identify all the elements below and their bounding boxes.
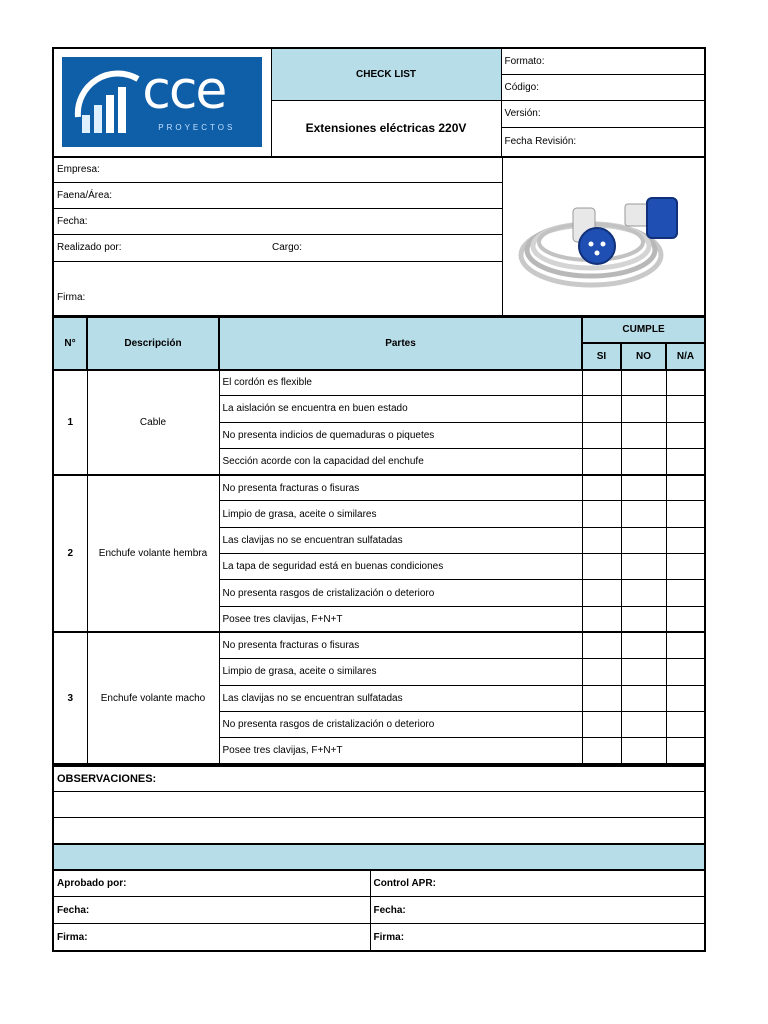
check-si-cell[interactable]	[582, 632, 621, 658]
part-label: No presenta rasgos de cristalización o deterioro	[219, 711, 582, 737]
check-no-cell[interactable]	[621, 396, 666, 422]
part-label: El cordón es flexible	[219, 370, 582, 396]
check-no-cell[interactable]	[621, 580, 666, 606]
part-label: Sección acorde con la capacidad del enchufe	[219, 448, 582, 474]
item-number: 2	[53, 475, 87, 633]
check-no-cell[interactable]	[621, 659, 666, 685]
check-no-cell[interactable]	[621, 422, 666, 448]
realizado-cargo-row	[53, 234, 502, 261]
footer-band	[53, 844, 705, 870]
item-number: 1	[53, 370, 87, 475]
check-na-cell[interactable]	[666, 685, 705, 711]
check-no-cell[interactable]	[621, 738, 666, 764]
meta-codigo: Código:	[501, 74, 705, 100]
subtitle-cell: Extensiones eléctricas 220V	[271, 100, 501, 156]
logo-subtext: PROYECTOS	[158, 123, 236, 133]
part-label: Las clavijas no se encuentran sulfatadas	[219, 685, 582, 711]
part-label: Las clavijas no se encuentran sulfatadas	[219, 527, 582, 553]
check-no-cell[interactable]	[621, 501, 666, 527]
check-si-cell[interactable]	[582, 448, 621, 474]
realizado-field[interactable]: Realizado por:	[57, 242, 122, 253]
check-no-cell[interactable]	[621, 475, 666, 501]
observaciones-line-2[interactable]	[53, 818, 705, 844]
check-na-cell[interactable]	[666, 632, 705, 658]
faena-field[interactable]: Faena/Área:	[53, 182, 502, 208]
check-si-cell[interactable]	[582, 606, 621, 632]
firma-spacer	[53, 261, 502, 281]
control-apr-field[interactable]: Control APR:	[370, 870, 705, 897]
check-si-cell[interactable]	[582, 422, 621, 448]
part-label: Posee tres clavijas, F+N+T	[219, 606, 582, 632]
header-partes: Partes	[219, 317, 582, 370]
header-num: N°	[53, 317, 87, 370]
part-label: No presenta fracturas o fisuras	[219, 632, 582, 658]
part-label: Limpio de grasa, aceite o similares	[219, 659, 582, 685]
aprobado-field[interactable]: Aprobado por:	[53, 870, 370, 897]
check-si-cell[interactable]	[582, 475, 621, 501]
observaciones-label: OBSERVACIONES:	[53, 766, 705, 792]
check-si-cell[interactable]	[582, 738, 621, 764]
part-label: La aislación se encuentra en buen estado	[219, 396, 582, 422]
cargo-field[interactable]: Cargo:	[272, 242, 303, 253]
company-logo	[62, 57, 262, 147]
table-row	[53, 370, 705, 396]
check-no-cell[interactable]	[621, 685, 666, 711]
checklist-sheet	[52, 47, 704, 952]
check-si-cell[interactable]	[582, 711, 621, 737]
meta-version: Versión:	[501, 100, 705, 127]
check-na-cell[interactable]	[666, 580, 705, 606]
check-si-cell[interactable]	[582, 580, 621, 606]
footer-table	[52, 765, 706, 952]
footer-fecha-left[interactable]: Fecha:	[53, 897, 370, 924]
check-si-cell[interactable]	[582, 501, 621, 527]
check-na-cell[interactable]	[666, 396, 705, 422]
meta-formato: Formato:	[501, 48, 705, 74]
part-label: No presenta indicios de quemaduras o piquetes	[219, 422, 582, 448]
check-na-cell[interactable]	[666, 606, 705, 632]
check-na-cell[interactable]	[666, 501, 705, 527]
info-table	[52, 157, 706, 316]
meta-fecha-revision: Fecha Revisión:	[501, 127, 705, 156]
observaciones-line-1[interactable]	[53, 792, 705, 818]
check-si-cell[interactable]	[582, 685, 621, 711]
logo-text: cce	[142, 61, 226, 122]
footer-fecha-right[interactable]: Fecha:	[370, 897, 705, 924]
table-row	[53, 475, 705, 501]
empresa-field[interactable]: Empresa:	[53, 157, 502, 182]
part-label: Limpio de grasa, aceite o similares	[219, 501, 582, 527]
check-na-cell[interactable]	[666, 711, 705, 737]
checklist-table	[52, 316, 706, 765]
check-si-cell[interactable]	[582, 554, 621, 580]
header-cumple: CUMPLE	[582, 317, 705, 343]
part-label: Posee tres clavijas, F+N+T	[219, 738, 582, 764]
product-image-cell	[502, 157, 705, 315]
logo-bars-icon	[68, 57, 148, 147]
extension-cord-image	[513, 160, 693, 310]
part-label: No presenta fracturas o fisuras	[219, 475, 582, 501]
title-cell: CHECK LIST	[271, 48, 501, 100]
logo-cell	[53, 48, 271, 156]
header-no: NO	[621, 343, 666, 370]
part-label: La tapa de seguridad está en buenas condiciones	[219, 554, 582, 580]
check-si-cell[interactable]	[582, 527, 621, 553]
header-table	[52, 47, 706, 157]
footer-firma-left[interactable]: Firma:	[53, 924, 370, 951]
item-description: Cable	[87, 370, 219, 475]
header-na: N/A	[666, 343, 705, 370]
table-row	[53, 632, 705, 658]
check-na-cell[interactable]	[666, 738, 705, 764]
item-description: Enchufe volante macho	[87, 632, 219, 763]
check-na-cell[interactable]	[666, 527, 705, 553]
part-label: No presenta rasgos de cristalización o deterioro	[219, 580, 582, 606]
header-si: SI	[582, 343, 621, 370]
item-description: Enchufe volante hembra	[87, 475, 219, 633]
check-na-cell[interactable]	[666, 370, 705, 396]
check-no-cell[interactable]	[621, 370, 666, 396]
footer-firma-right[interactable]: Firma:	[370, 924, 705, 951]
fecha-field[interactable]: Fecha:	[53, 208, 502, 234]
check-na-cell[interactable]	[666, 659, 705, 685]
check-na-cell[interactable]	[666, 422, 705, 448]
header-descripcion: Descripción	[87, 317, 219, 370]
check-no-cell[interactable]	[621, 554, 666, 580]
check-no-cell[interactable]	[621, 527, 666, 553]
check-no-cell[interactable]	[621, 606, 666, 632]
check-no-cell[interactable]	[621, 711, 666, 737]
firma-field[interactable]: Firma:	[53, 281, 502, 315]
check-si-cell[interactable]	[582, 659, 621, 685]
check-si-cell[interactable]	[582, 370, 621, 396]
check-na-cell[interactable]	[666, 554, 705, 580]
check-si-cell[interactable]	[582, 396, 621, 422]
check-no-cell[interactable]	[621, 448, 666, 474]
check-na-cell[interactable]	[666, 475, 705, 501]
check-na-cell[interactable]	[666, 448, 705, 474]
check-no-cell[interactable]	[621, 632, 666, 658]
item-number: 3	[53, 632, 87, 763]
